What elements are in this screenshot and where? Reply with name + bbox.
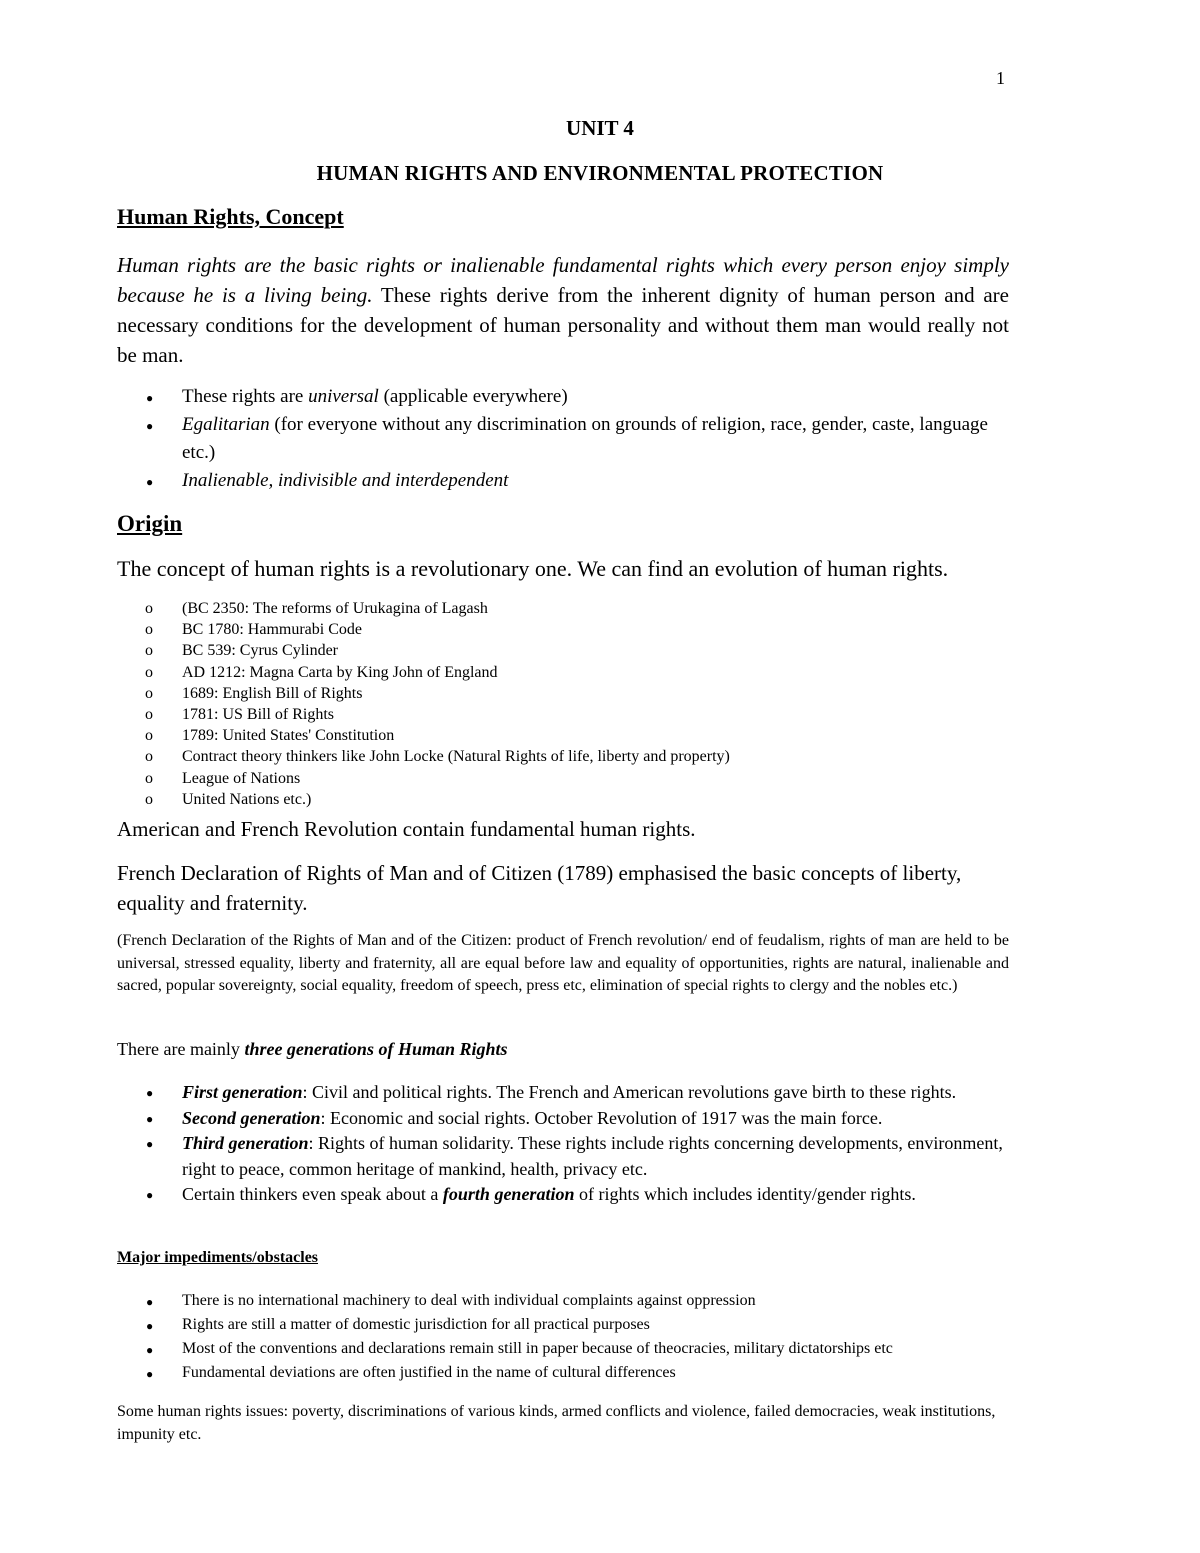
concept-explanation: These rights derive from the inherent dignity of human person and are necessary conditions for the development of human personality and without them man would really not be man. [117, 283, 1009, 367]
impediments-list [117, 1289, 1009, 1385]
list-item: o BC 539: Cyrus Cylinder [145, 640, 730, 661]
list-item: o League of Nations [145, 768, 730, 789]
list-item: ● Rights are still a matter of domestic jurisdiction for all practical purposes [117, 1313, 1009, 1337]
page-number: 1 [996, 68, 1005, 88]
human-rights-issues: Some human rights issues: poverty, discriminations of various kinds, armed conflicts and violence, failed democracies, weak institutions, impunity etc. [117, 1403, 996, 1443]
generations-list [117, 1080, 1009, 1208]
origin-intro: The concept of human rights is a revolutionary one. We can find an evolution of human rights. [117, 556, 949, 581]
impediments-heading: Major impediments/obstacles [117, 1249, 319, 1266]
list-item: o Contract theory thinkers like John Locke (Natural Rights of life, liberty and property) [145, 746, 730, 767]
concept-bullets [117, 383, 1009, 495]
list-item: ● These rights are universal (applicable everywhere) [117, 383, 1009, 411]
list-item: ● Second generation: Economic and social rights. October Revolution of 1917 was the main force. [117, 1106, 1009, 1132]
list-item: o United Nations etc.) [145, 789, 730, 810]
list-item: o (BC 2350: The reforms of Urukagina of Lagash [145, 598, 730, 619]
list-item: ● Egalitarian (for everyone without any discrimination on grounds of religion, race, gender, caste, language etc.) [117, 411, 1009, 467]
list-item: o 1781: US Bill of Rights [145, 704, 730, 725]
origin-timeline [145, 598, 730, 810]
origin-heading: Origin [117, 511, 183, 536]
list-item: ● Inalienable, indivisible and interdependent [117, 467, 1009, 495]
list-item: o BC 1780: Hammurabi Code [145, 619, 730, 640]
french-declaration-paragraph: French Declaration of Rights of Man and of Citizen (1789) emphasised the basic concepts of liberty, equality and fraternity. [117, 861, 962, 915]
american-french-paragraph: American and French Revolution contain fundamental human rights. [117, 817, 696, 841]
concept-definition: Human rights are the basic rights or inalienable fundamental rights which every person enjoy simply because he is a living being. [117, 253, 1009, 307]
unit-heading: UNIT 4 [566, 116, 634, 140]
list-item: ● First generation: Civil and political rights. The French and American revolutions gave birth to these rights. [117, 1080, 1009, 1106]
document-title: HUMAN RIGHTS AND ENVIRONMENTAL PROTECTION [316, 161, 884, 185]
list-item: o AD 1212: Magna Carta by King John of England [145, 662, 730, 683]
list-item: o 1789: United States' Constitution [145, 725, 730, 746]
list-item: ● Most of the conventions and declarations remain still in paper because of theocracies, military dictatorships etc [117, 1337, 1009, 1361]
concept-intro [117, 250, 1009, 370]
french-declaration-note: (French Declaration of the Rights of Man and of the Citizen: product of French revolution/ end of feudalism, rights of man are held to be universal, stressed equality, liberty and fraternity, all are equal before law and equality of opportunities, rights are natural, inalienable and sacred, popular sovereignty, social equality, freedom of speech, press etc, elimination of special rights to clergy and the nobles etc.) [117, 932, 1009, 994]
concept-heading: Human Rights, Concept [117, 204, 344, 229]
generations-intro: There are mainly three generations of Human Rights [117, 1039, 508, 1059]
list-item: ● Certain thinkers even speak about a fourth generation of rights which includes identity/gender rights. [117, 1182, 1009, 1208]
list-item: o 1689: English Bill of Rights [145, 683, 730, 704]
list-item: ● Third generation: Rights of human solidarity. These rights include rights concerning developments, environment, right to peace, common heritage of mankind, health, privacy etc. [117, 1131, 1009, 1182]
list-item: ● There is no international machinery to deal with individual complaints against oppression [117, 1289, 1009, 1313]
list-item: ● Fundamental deviations are often justified in the name of cultural differences [117, 1361, 1009, 1385]
